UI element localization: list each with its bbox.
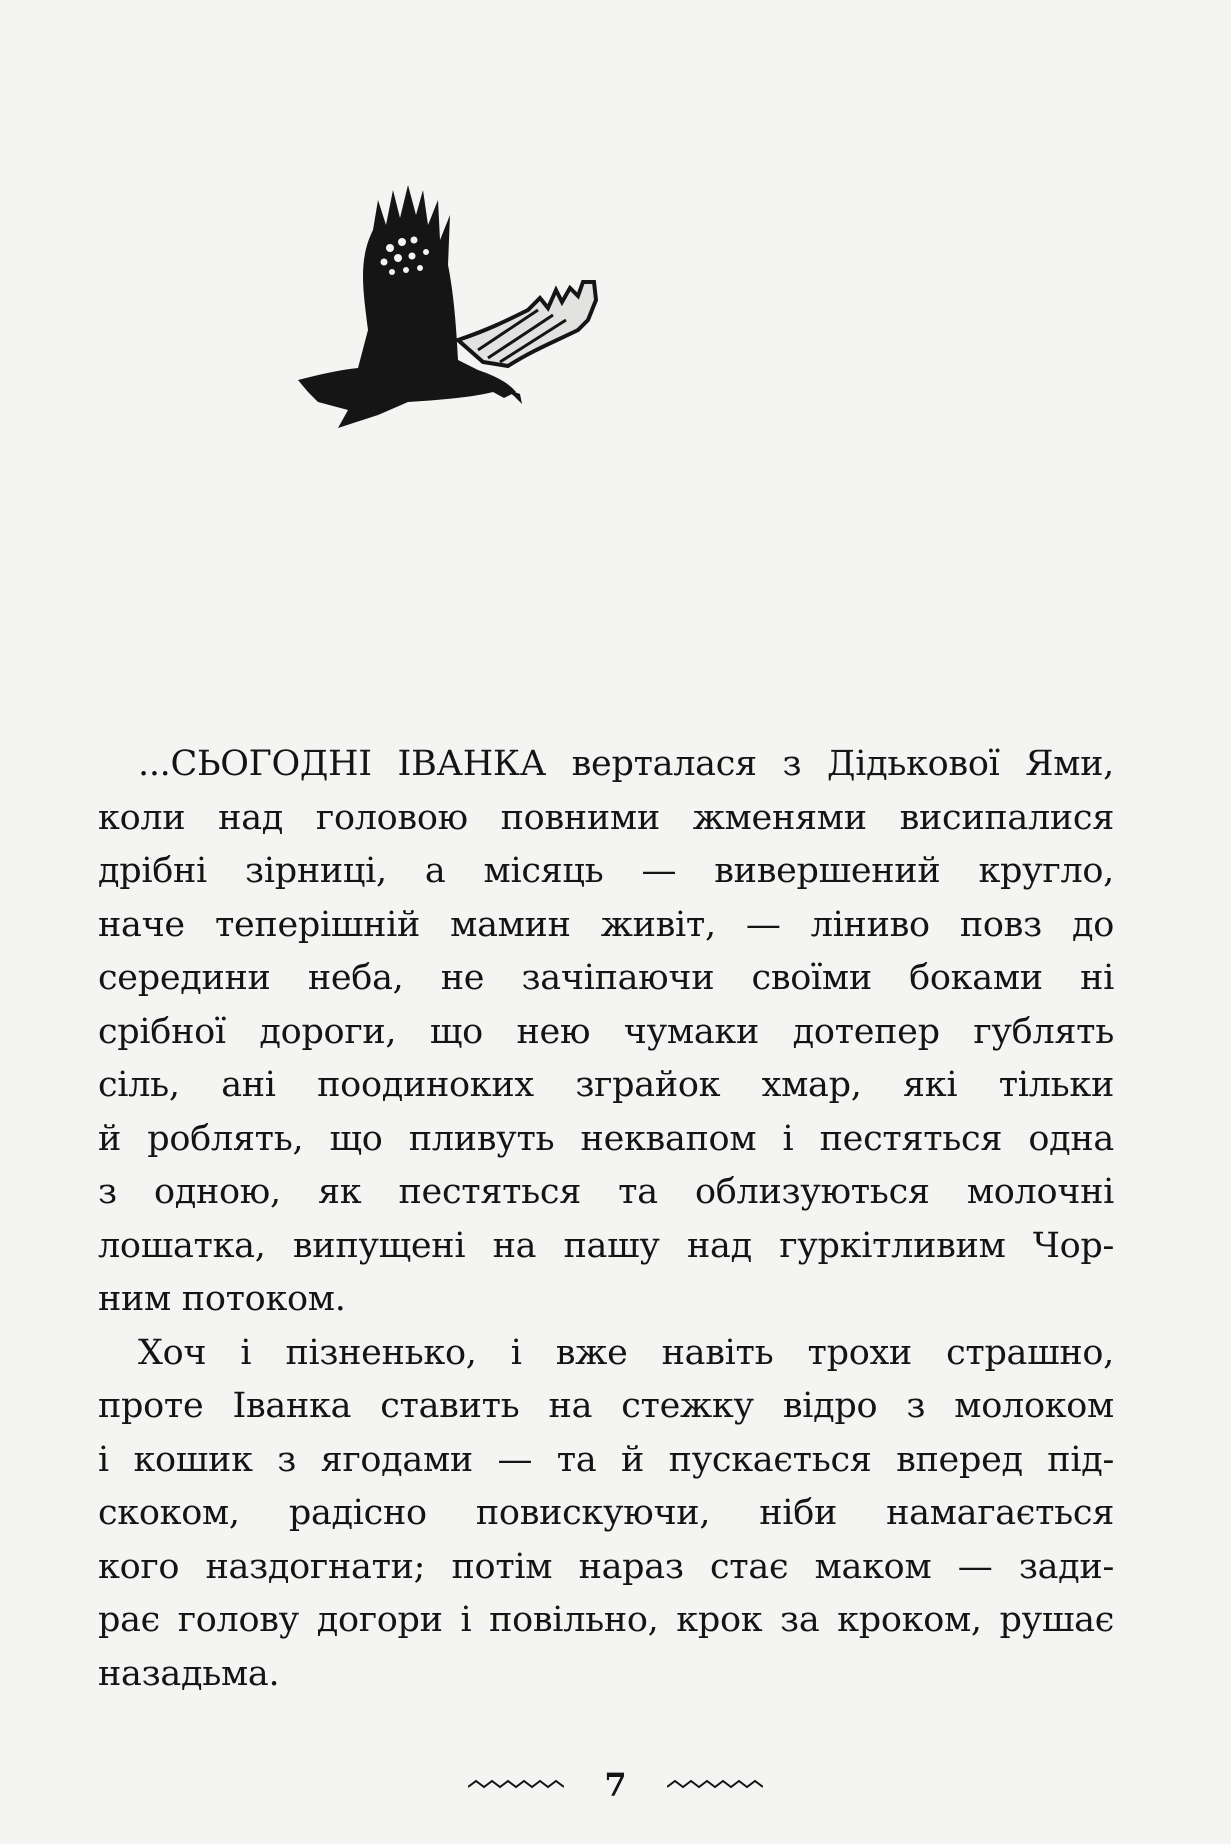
wave-ornament-icon bbox=[468, 1777, 564, 1793]
text-line: середини неба, не зачіпаючи своїми боками ні bbox=[98, 958, 1114, 998]
text-line: сіль, ані поодиноких зграйок хмар, які тільки bbox=[98, 1065, 1114, 1105]
wave-ornament-icon bbox=[667, 1777, 763, 1793]
text-line: кого наздогнати; потім нараз стає маком — зади- bbox=[98, 1546, 1114, 1587]
text-line: проте Іванка ставить на стежку відро з молоком bbox=[98, 1386, 1114, 1426]
text-line: срібної дороги, що нею чумаки дотепер гублять bbox=[98, 1011, 1114, 1052]
text-line: дрібні зірниці, а місяць — вивершений кругло, bbox=[98, 851, 1114, 891]
text-line: ...СЬОГОДНІ ІВАНКА верталася з Дідькової Ями, bbox=[138, 744, 1114, 784]
hawk-in-flight-icon bbox=[278, 170, 598, 440]
text-line: назадьма. bbox=[98, 1653, 280, 1694]
story-text bbox=[98, 738, 1114, 1701]
text-line: скоком, радісно повискуючи, ніби намагається bbox=[98, 1493, 1114, 1533]
text-line: й роблять, що пливуть неквапом і пестяться одна bbox=[98, 1118, 1114, 1159]
page-footer bbox=[0, 1760, 1231, 1810]
text-line: ним потоком. bbox=[98, 1279, 346, 1319]
text-line: наче теперішній мамин живіт, — ліниво повз до bbox=[98, 904, 1114, 945]
text-line: рає голову догори і повільно, крок за кроком, рушає bbox=[98, 1600, 1114, 1640]
paragraph-1 bbox=[98, 738, 1114, 1327]
paragraph-2 bbox=[98, 1327, 1114, 1702]
page-number: 7 bbox=[604, 1766, 627, 1804]
text-line: і кошик з ягодами — та й пускається вперед під- bbox=[98, 1439, 1114, 1480]
text-line: Хоч і пізненько, і вже навіть трохи страшно, bbox=[138, 1332, 1114, 1373]
text-line: коли над головою повними жменями висипалися bbox=[98, 797, 1114, 838]
text-line: з одною, як пестяться та облизуються молочні bbox=[98, 1172, 1114, 1212]
text-line: лошатка, випущені на пашу над гуркітливим Чор- bbox=[98, 1225, 1114, 1266]
